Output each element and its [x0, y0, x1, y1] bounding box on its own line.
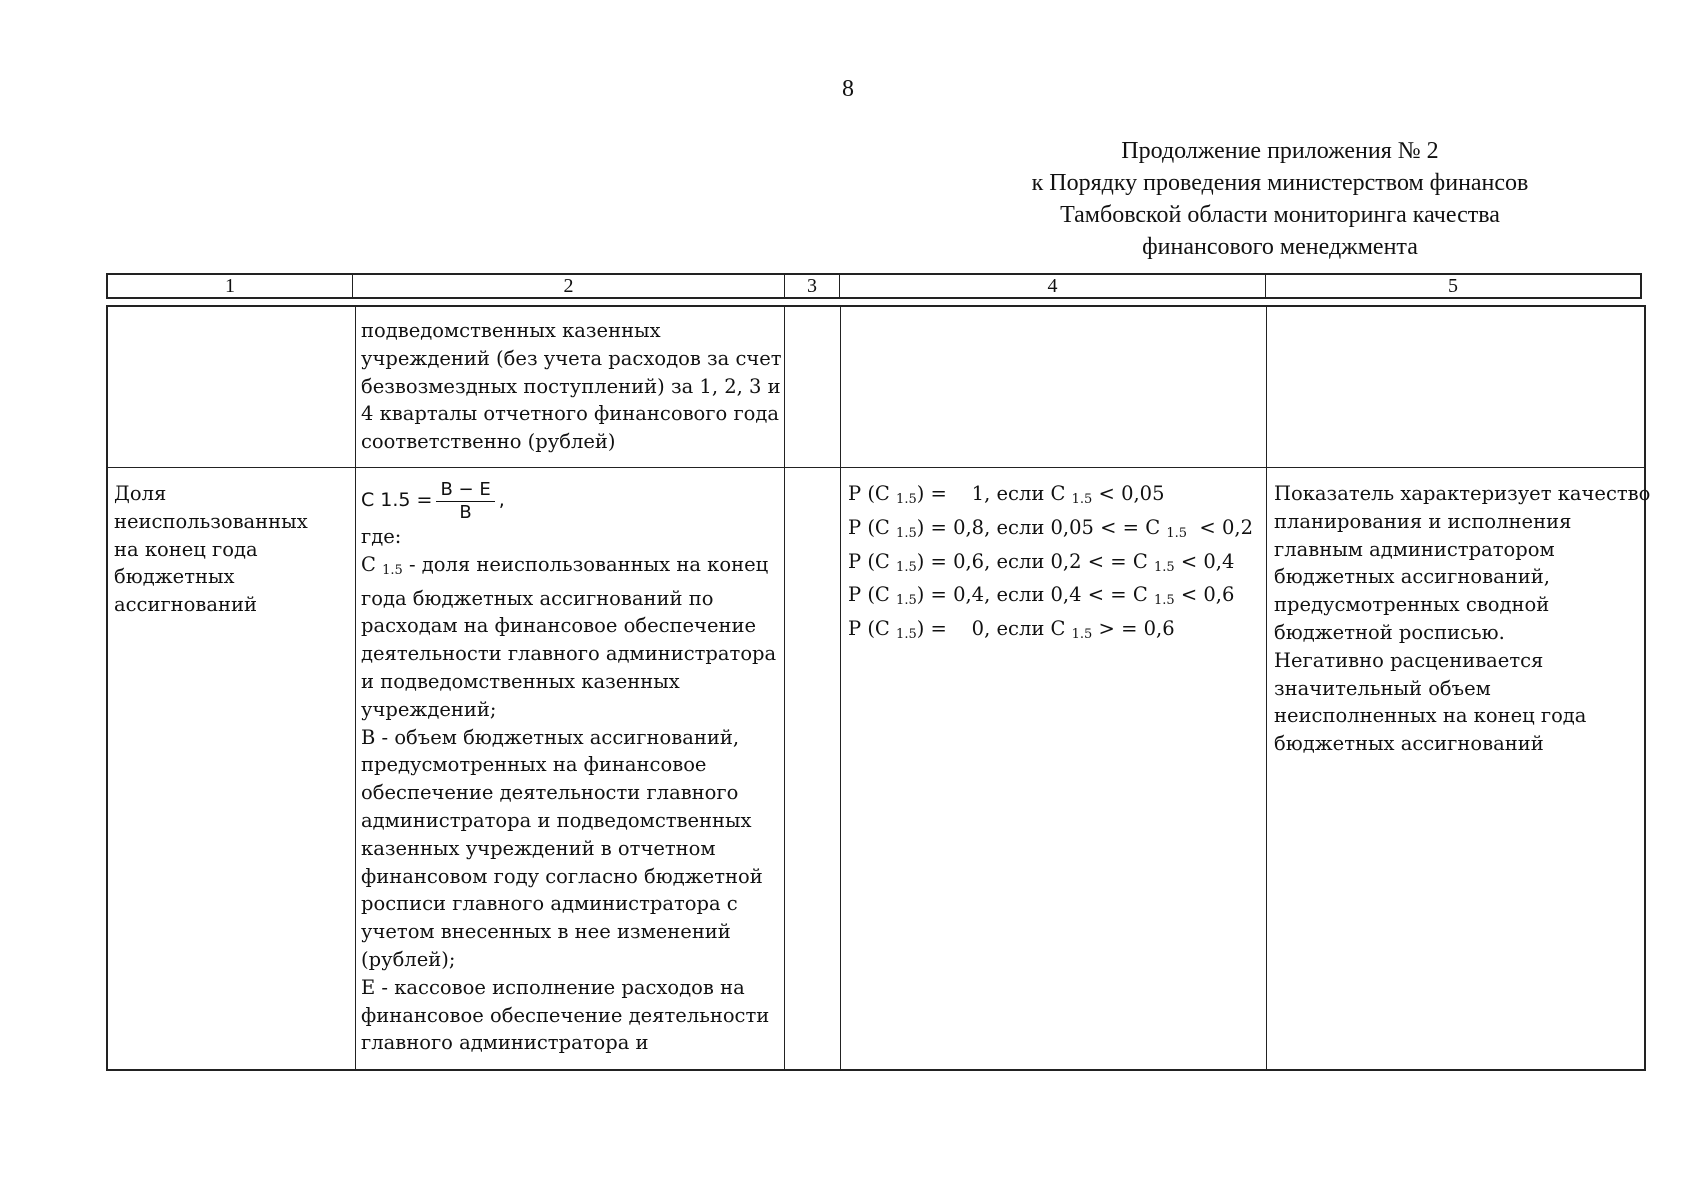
subscript: 1.5 — [1153, 559, 1175, 575]
text-line: финансовом году согласно бюджетной — [361, 864, 763, 888]
text-line: главным администратором — [1274, 537, 1555, 561]
rule-text: > = 0,6 — [1092, 617, 1175, 641]
text-line: росписи главного администратора с — [361, 892, 738, 916]
formula-denominator: В — [459, 501, 472, 523]
column-number: 3 — [785, 275, 840, 297]
text-line: 4 кварталы отчетного финансового года — [361, 402, 780, 426]
scoring-rule — [848, 514, 1264, 548]
subscript: 1.5 — [896, 492, 917, 507]
text-line: финансовое обеспечение деятельности — [361, 1003, 770, 1027]
text-line: предусмотренных на финансовое — [361, 753, 707, 777]
text-line: подведомственных казенных — [361, 319, 661, 342]
text-line: значительный объем — [1274, 676, 1491, 700]
indicator-name-cell — [114, 480, 352, 619]
text-line: и подведомственных казенных — [361, 669, 680, 693]
row1-description-cell — [361, 317, 781, 456]
subscript: 1.5 — [1153, 593, 1175, 609]
appendix-header-line: к Порядку проведения министерством финансов — [1031, 170, 1529, 196]
column-number: 1 — [108, 275, 353, 297]
rule-text: ) = 1, если С — [916, 482, 1072, 505]
subscript: 1.5 — [1071, 492, 1093, 507]
text-line: безвозмездных поступлений) за 1, 2, 3 и — [361, 374, 781, 398]
subscript: 1.5 — [896, 559, 917, 575]
text-line: учреждений (без учета расходов за счет — [361, 346, 782, 370]
scoring-rule — [848, 548, 1264, 582]
text-line: администратора и подведомственных — [361, 808, 752, 832]
column-divider — [1266, 307, 1267, 1069]
text-line: Показатель характеризует качество — [1274, 482, 1651, 505]
variable-c-definition: - доля неиспользованных на конец — [402, 552, 769, 576]
column-divider — [355, 307, 356, 1069]
formula — [361, 475, 781, 527]
formula-description-cell — [361, 475, 781, 1057]
rule-text: P (C — [848, 617, 897, 641]
text-line: учреждений; — [361, 697, 497, 721]
text-line: ассигнований — [114, 593, 258, 617]
column-number: 2 — [353, 275, 785, 297]
text-line: казенных учреждений в отчетном — [361, 836, 716, 860]
appendix-header-line: финансового менеджмента — [1142, 234, 1418, 260]
text-line: неисполненных на конец года — [1274, 704, 1587, 728]
appendix-header — [960, 135, 1600, 263]
formula-fraction — [436, 479, 494, 524]
rule-text: P (C — [848, 482, 897, 505]
rule-text: P (C — [848, 515, 897, 539]
variable-c: С — [361, 552, 376, 576]
column-number-row — [106, 273, 1642, 299]
subscript: 1.5 — [1166, 525, 1188, 541]
text-line: года бюджетных ассигнований по — [361, 586, 714, 610]
scoring-rule — [848, 581, 1264, 615]
text-line: бюджетных ассигнований, — [1274, 565, 1550, 589]
text-line: В - объем бюджетных ассигнований, — [361, 725, 740, 749]
rule-text: < 0,6 — [1174, 583, 1235, 607]
rule-text: ) = 0,8, если 0,05 < = С — [916, 515, 1167, 539]
subscript: 1.5 — [1071, 627, 1093, 643]
subscript: 1.5 — [896, 525, 917, 541]
text-line: деятельности главного администратора — [361, 642, 777, 666]
indicator-table — [106, 305, 1651, 1071]
text-line: неиспользованных — [114, 509, 308, 533]
subscript: 1.5 — [382, 562, 403, 578]
row-divider — [108, 467, 1644, 468]
rule-text: < 0,05 — [1092, 482, 1165, 505]
formula-lhs: С 1.5 = — [361, 489, 433, 512]
column-number: 5 — [1448, 275, 1458, 297]
text-line: обеспечение деятельности главного — [361, 781, 739, 805]
appendix-header-line: Тамбовской области мониторинга качества — [1060, 202, 1500, 228]
text-line: на конец года — [114, 537, 258, 561]
column-number: 4 — [840, 275, 1266, 297]
scoring-rule — [848, 480, 1264, 514]
formula-tail: , — [498, 489, 505, 512]
rule-text: ) = 0, если С — [916, 617, 1072, 641]
column-divider — [784, 307, 785, 1069]
text-line: учетом внесенных в нее изменений — [361, 920, 731, 944]
text-line: бюджетной росписью. — [1274, 620, 1505, 644]
column-divider — [840, 307, 841, 1069]
text-line: бюджетных — [114, 565, 235, 589]
subscript: 1.5 — [896, 627, 917, 643]
rule-text: < 0,4 — [1174, 549, 1235, 573]
rule-text: < 0,2 — [1187, 515, 1253, 539]
text-line: расходам на финансовое обеспечение — [361, 614, 757, 638]
text-line: Е - кассовое исполнение расходов на — [361, 975, 745, 999]
comment-cell — [1274, 480, 1651, 758]
text-line: главного администратора и — [361, 1031, 649, 1055]
text-line — [361, 551, 781, 585]
scoring-rules-cell — [848, 480, 1264, 649]
rule-text: ) = 0,6, если 0,2 < = С — [916, 549, 1154, 573]
text-line: Доля — [114, 482, 167, 505]
text-line: где: — [361, 525, 402, 548]
scoring-rule — [848, 615, 1264, 649]
text-line: предусмотренных сводной — [1274, 593, 1550, 617]
text-line: (рублей); — [361, 947, 456, 971]
subscript: 1.5 — [896, 593, 917, 609]
rule-text: P (C — [848, 549, 897, 573]
rule-text: ) = 0,4, если 0,4 < = С — [916, 583, 1154, 607]
text-line: соответственно (рублей) — [361, 430, 616, 454]
text-line: Негативно расценивается — [1274, 648, 1544, 672]
rule-text: P (C — [848, 583, 897, 607]
text-line: бюджетных ассигнований — [1274, 732, 1544, 756]
formula-numerator: В − Е — [436, 479, 494, 502]
appendix-header-line: Продолжение приложения № 2 — [1121, 138, 1439, 164]
text-line: планирования и исполнения — [1274, 509, 1572, 533]
page-number: 8 — [842, 76, 854, 102]
